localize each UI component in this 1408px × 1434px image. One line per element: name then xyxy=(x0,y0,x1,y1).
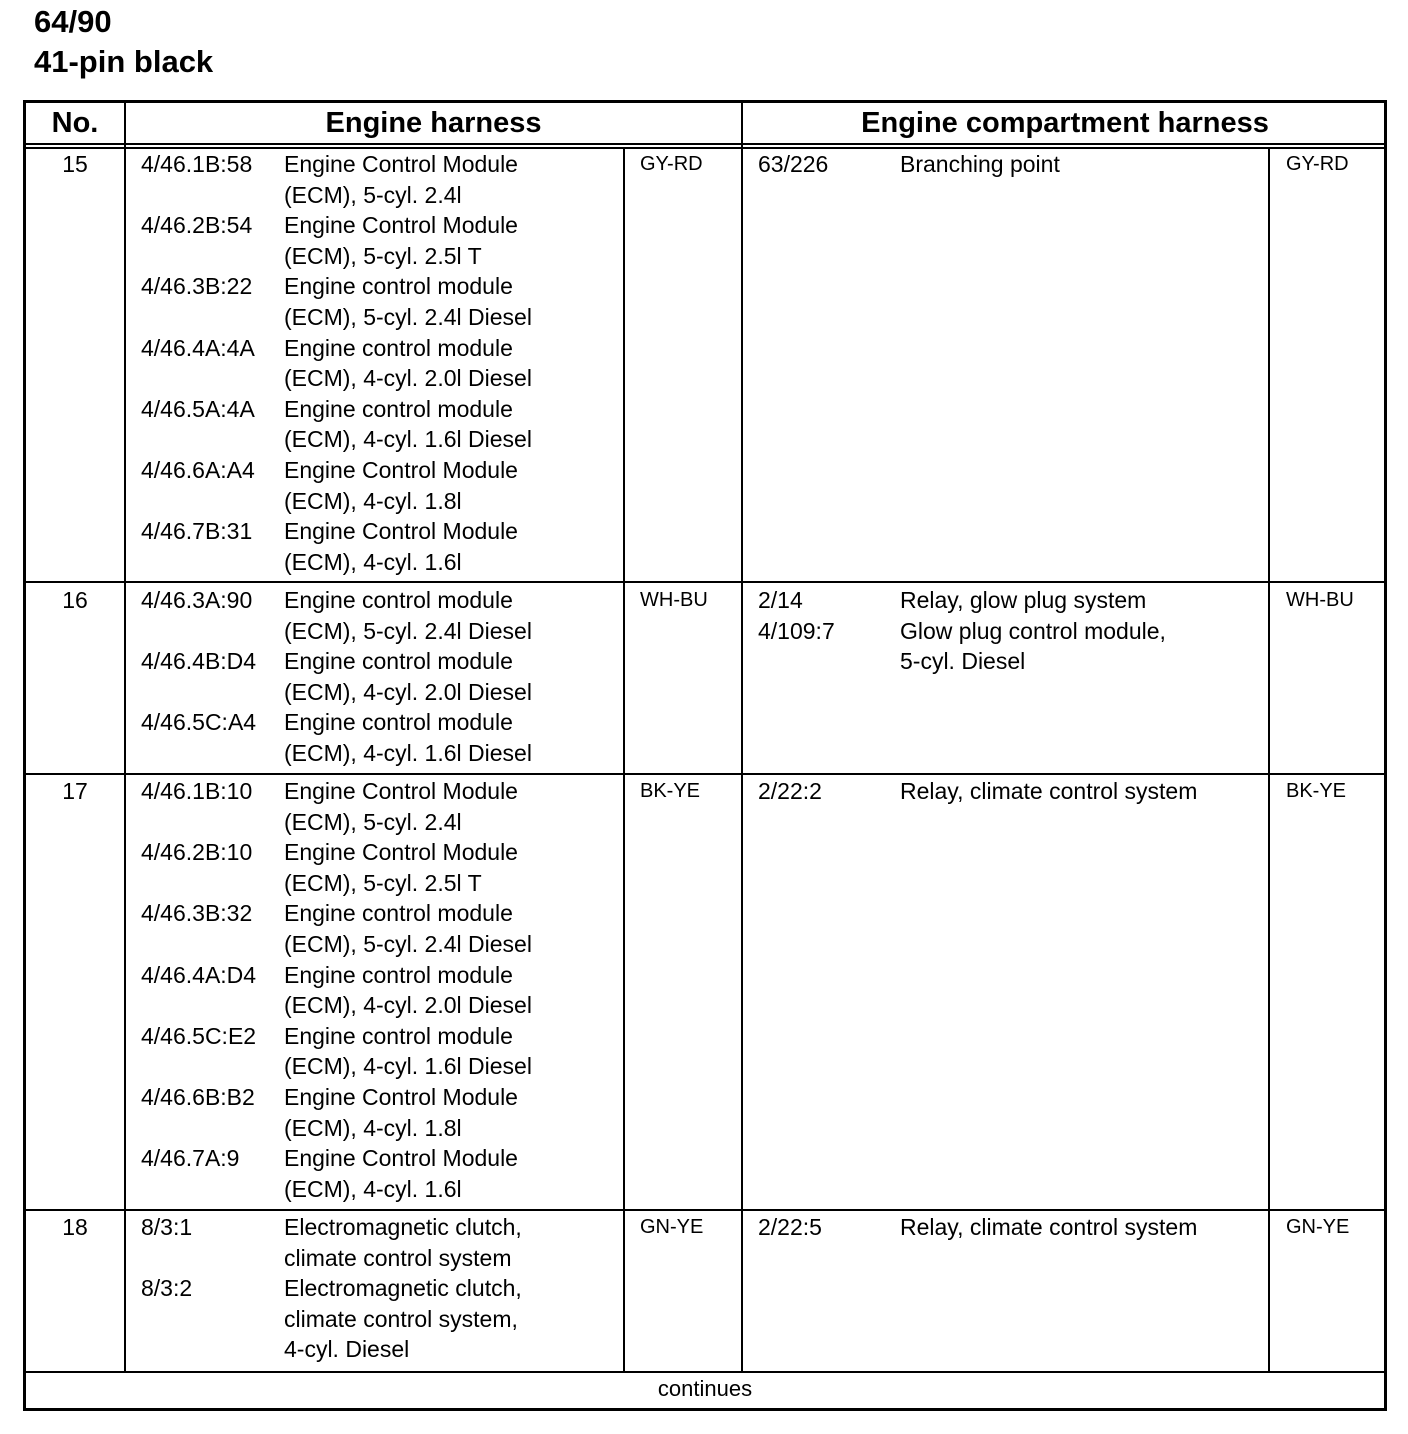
row-divider xyxy=(26,581,1384,583)
page-subtitle: 41-pin black xyxy=(34,44,214,79)
engine-descriptions: Engine Control Module (ECM), 5-cyl. 2.4l Engine Control Module (ECM), 5-cyl. 2.5l T Engine control module (ECM), 5-cyl. 2.4l Diesel Engine control module (ECM), 4-cyl. 2.0l Diesel Engine control module (ECM), 4-cyl. 1.6l Diesel Engine Control Module (ECM), 4-cyl. 1.8l Engine Control Module (ECM), 4-cyl. 1.6l xyxy=(284,778,532,1202)
col-divider xyxy=(741,103,743,1371)
engine-pin-codes: 8/3:1 8/3:2 xyxy=(141,1214,193,1302)
compartment-descriptions: Relay, climate control system xyxy=(900,1214,1198,1240)
engine-wire-color: BK-YE xyxy=(640,780,701,802)
compartment-pin-codes: 2/22:5 xyxy=(758,1214,822,1240)
title-block xyxy=(34,2,213,82)
header-engine-harness: Engine harness xyxy=(325,107,542,139)
col-divider xyxy=(1268,147,1270,1371)
compartment-pin-codes: 2/22:2 xyxy=(758,778,822,804)
row-divider xyxy=(26,1209,1384,1211)
row-number: 17 xyxy=(62,778,88,804)
engine-wire-color: WH-BU xyxy=(640,589,708,611)
engine-descriptions: Electromagnetic clutch, climate control system Electromagnetic clutch, climate control system, 4-cyl. Diesel xyxy=(284,1214,522,1363)
compartment-pin-codes: 63/226 xyxy=(758,151,829,177)
col-divider xyxy=(623,147,625,1371)
compartment-wire-color: GN-YE xyxy=(1286,1216,1350,1238)
page-title: 64/90 xyxy=(34,4,112,39)
engine-wire-color: GN-YE xyxy=(640,1216,704,1238)
col-divider xyxy=(124,103,126,1371)
compartment-wire-color: WH-BU xyxy=(1286,589,1354,611)
continues-note: continues xyxy=(657,1376,753,1401)
compartment-pin-codes: 2/14 4/109:7 xyxy=(758,587,835,644)
engine-pin-codes: 4/46.1B:10 4/46.2B:10 4/46.3B:32 4/46.4A:D4 4/46.5C:E2 4/46.6B:B2 4/46.7A:9 xyxy=(141,778,257,1172)
row-number: 16 xyxy=(62,587,88,613)
compartment-wire-color: BK-YE xyxy=(1286,780,1347,802)
row-number: 18 xyxy=(62,1214,88,1240)
header-rule xyxy=(26,143,1384,145)
compartment-wire-color: GY-RD xyxy=(1286,153,1349,175)
compartment-descriptions: Branching point xyxy=(900,151,1060,177)
compartment-descriptions: Relay, climate control system xyxy=(900,778,1198,804)
header-no: No. xyxy=(51,107,99,139)
compartment-descriptions: Relay, glow plug system Glow plug control module, 5-cyl. Diesel xyxy=(900,587,1166,675)
engine-pin-codes: 4/46.3A:90 4/46.4B:D4 4/46.5C:A4 xyxy=(141,587,257,736)
engine-pin-codes: 4/46.1B:58 4/46.2B:54 4/46.3B:22 4/46.4A:4A 4/46.5A:4A 4/46.6A:A4 4/46.7B:31 xyxy=(141,151,255,545)
engine-descriptions: Engine control module (ECM), 5-cyl. 2.4l Diesel Engine control module (ECM), 4-cyl. 2.0l Diesel Engine control module (ECM), 4-cyl. 1.6l Diesel xyxy=(284,587,532,766)
engine-descriptions: Engine Control Module (ECM), 5-cyl. 2.4l Engine Control Module (ECM), 5-cyl. 2.5l T Engine control module (ECM), 5-cyl. 2.4l Diesel Engine control module (ECM), 4-cyl. 2.0l Diesel Engine control module (ECM), 4-cyl. 1.6l Diesel Engine Control Module (ECM), 4-cyl. 1.8l Engine Control Module (ECM), 4-cyl. 1.6l xyxy=(284,151,532,575)
header-compartment-harness: Engine compartment harness xyxy=(861,107,1269,139)
connector-table xyxy=(23,100,1387,1411)
row-number: 15 xyxy=(62,151,88,177)
engine-wire-color: GY-RD xyxy=(640,153,703,175)
row-divider xyxy=(26,773,1384,775)
